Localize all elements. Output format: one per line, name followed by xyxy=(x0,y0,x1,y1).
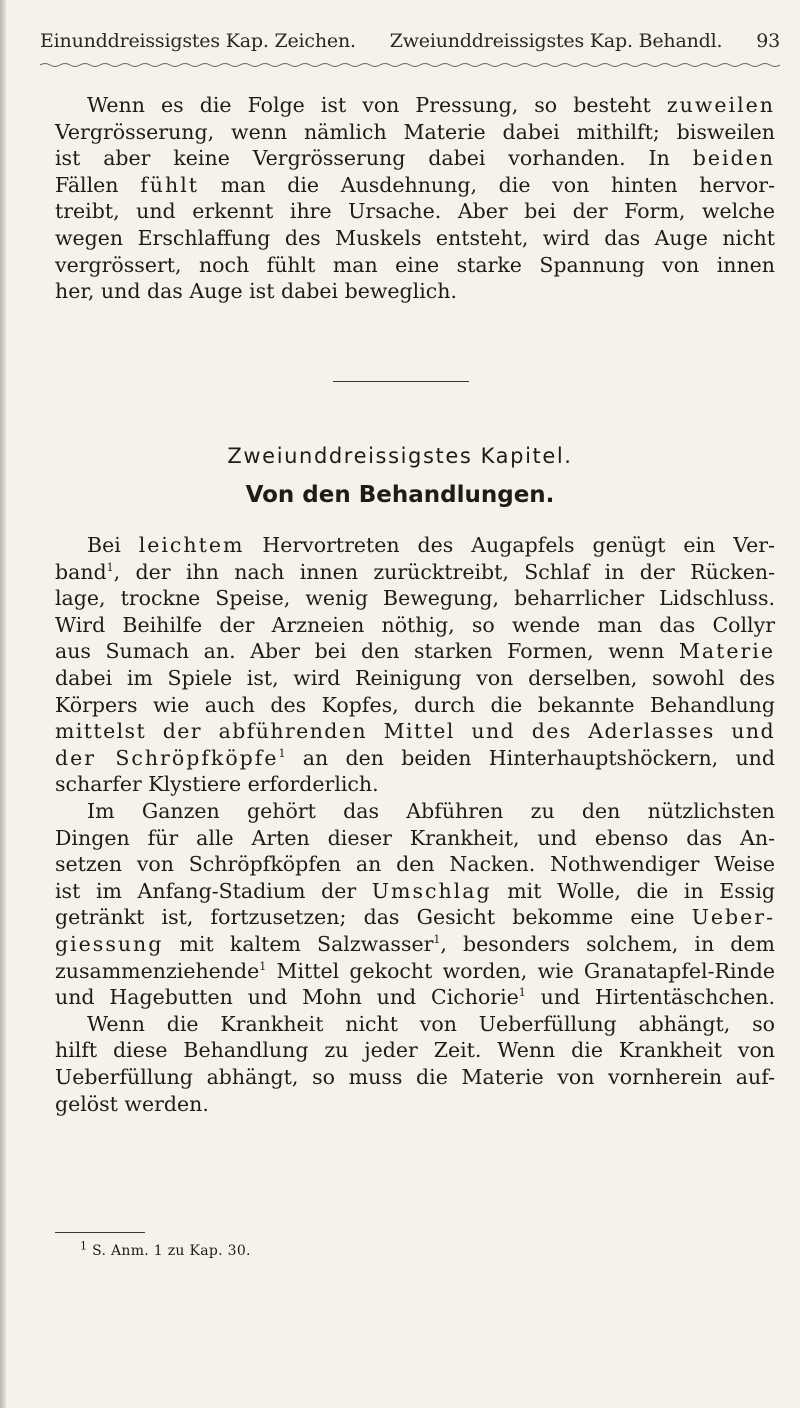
text-line: Wenn es die Folge ist von Pressung, so besteht zuweilen xyxy=(87,93,775,117)
footnote-ref: 1 xyxy=(106,560,114,574)
text-line: getränkt ist, fortzusetzen; das Gesicht bekomme eine Ueber- xyxy=(55,905,775,930)
text-line: ist im Anfang-Stadium der Umschlag mit Wolle, die in Essig xyxy=(55,878,775,903)
text-line: Bei leichtem Hervortreten des Augapfels genügt ein Ver- xyxy=(87,533,775,557)
text-line: Vergrösserung, wenn nämlich Materie dabei mithilft; bisweilen xyxy=(55,119,775,144)
text-line: Im Ganzen gehört das Abführen zu den nützlichsten xyxy=(87,799,775,823)
footnote-marker: 1 xyxy=(80,1239,88,1253)
footnote-ref: 1 xyxy=(259,959,267,973)
text-line: treibt, und erkennt ihre Ursache. Aber bei der Form, welche xyxy=(55,199,775,224)
text-line: Dingen für alle Arten dieser Krankheit, und ebenso das An- xyxy=(55,825,775,850)
text-line: der Schröpfköpfe$^1$ an den beiden Hinterhauptshöckern, und xyxy=(55,745,775,770)
text-line: her, und das Auge ist dabei beweglich. xyxy=(55,279,457,304)
text-line: Körpers wie auch des Kopfes, durch die bekannte Behandlung xyxy=(55,692,775,717)
text-line: band$^1$, der ihn nach innen zurücktreibt, Schlaf in der Rücken- xyxy=(55,559,775,584)
text-line: dabei im Spiele ist, wird Reinigung von derselben, sowohl des xyxy=(55,665,775,690)
paragraph-2 xyxy=(55,532,775,798)
footnote-ref: 1 xyxy=(278,746,286,760)
text-line: Wird Beihilfe der Arzneien nöthig, so wende man das Collyr xyxy=(55,612,775,637)
chapter-title: Von den Behandlungen. xyxy=(245,482,555,508)
text-line: aus Sumach an. Aber bei den starken Formen, wenn Materie xyxy=(55,639,775,664)
text-line: mittelst der abführenden Mittel und des Aderlasses und xyxy=(55,719,775,744)
page-number: 93 xyxy=(756,30,780,52)
text-line: vergrössert, noch fühlt man eine starke Spannung von innen xyxy=(55,252,775,277)
header-ornament-rule xyxy=(40,62,780,68)
footnote xyxy=(80,1239,251,1259)
text-line: lage, trockne Speise, wenig Bewegung, beharrlicher Lidschluss. xyxy=(55,586,775,611)
chapter-label: Zweiunddreissigstes Kapitel. xyxy=(227,444,573,468)
page-edge xyxy=(0,0,6,1408)
text-line: ist aber keine Vergrösserung dabei vorhanden. In beiden xyxy=(55,146,775,171)
footnote-ref: 1 xyxy=(433,933,441,947)
text-line: Wenn die Krankheit nicht von Ueberfüllung abhängt, so xyxy=(87,1011,775,1036)
text-line: wegen Erschlaffung des Muskels entsteht, wird das Auge nicht xyxy=(55,225,775,250)
paragraph-1 xyxy=(55,92,775,305)
paragraph-3 xyxy=(55,798,775,1117)
running-header xyxy=(40,30,780,52)
footnote-text: S. Anm. 1 zu Kap. 30. xyxy=(92,1243,251,1259)
text-line: Fällen fühlt man die Ausdehnung, die von hinten hervor- xyxy=(55,172,775,197)
text-line: setzen von Schröpfköpfen an den Nacken. Nothwendiger Weise xyxy=(55,852,775,877)
text-line: scharfer Klystiere erforderlich. xyxy=(55,772,379,797)
section-divider xyxy=(333,381,469,382)
header-left: Einunddreissigstes Kap. Zeichen. xyxy=(40,30,356,52)
text-line: Ueberfüllung abhängt, so muss die Materie von vornherein auf- xyxy=(55,1064,775,1089)
text-line: hilft diese Behandlung zu jeder Zeit. Wenn die Krankheit von xyxy=(55,1038,775,1063)
text-line: und Hagebutten und Mohn und Cichorie$^1$ und Hirtentäschchen. xyxy=(55,985,775,1010)
footnote-divider xyxy=(55,1232,145,1233)
header-middle: Zweiunddreissigstes Kap. Behandl. xyxy=(389,30,723,52)
text-line: giessung mit kaltem Salzwasser$^1$, besonders solchem, in dem xyxy=(55,931,775,956)
text-line: gelöst werden. xyxy=(55,1091,209,1116)
text-line: zusammenziehende$^1$ Mittel gekocht worden, wie Granatapfel-Rinde xyxy=(55,958,775,983)
footnote-ref: 1 xyxy=(518,986,526,1000)
